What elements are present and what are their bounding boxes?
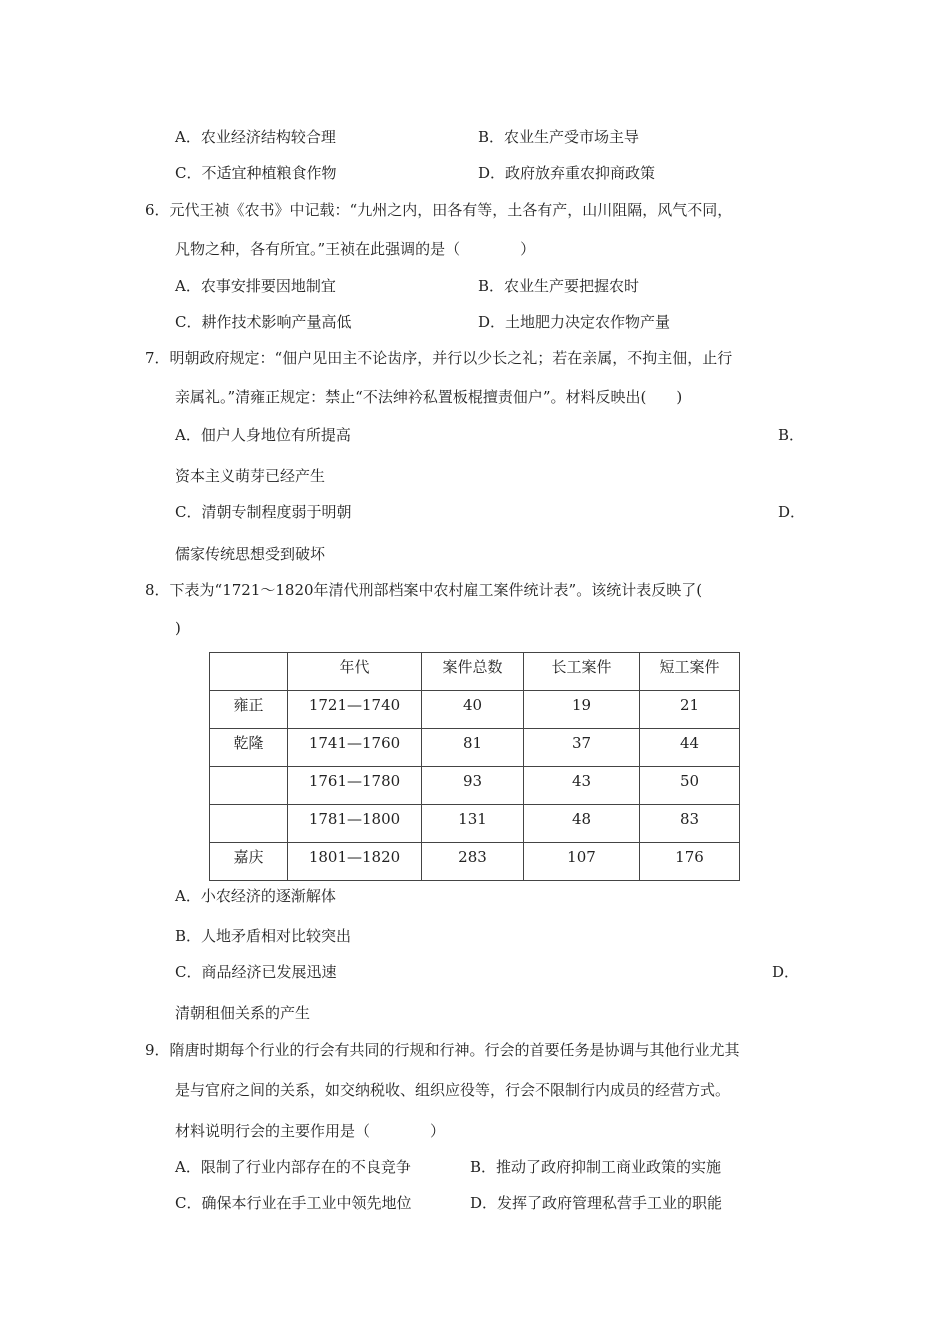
- q5-option-b: B．农业生产受市场主导: [478, 128, 640, 146]
- q5-option-d: D．政府放弃重农抑商政策: [478, 164, 656, 182]
- table-cell: 雍正: [210, 691, 288, 729]
- table-row: [210, 691, 740, 729]
- header-cell: [210, 653, 288, 691]
- q6-option-a: A．农事安排要因地制宜: [175, 277, 336, 295]
- table-row: [210, 729, 740, 767]
- q8-stem-line1: 8．下表为“1721～1820年清代刑部档案中农村雇工案件统计表”。该统计表反映了(: [145, 581, 703, 599]
- q6-stem-line2: 凡物之种，各有所宜。”王祯在此强调的是（ ）: [175, 240, 536, 258]
- header-cell: 长工案件: [524, 653, 640, 691]
- table-cell: 1721—1740: [288, 691, 422, 729]
- q8-option-d-text: 清朝租佃关系的产生: [175, 1004, 311, 1022]
- table-cell: 83: [640, 805, 740, 843]
- q7-option-b-label: B．: [778, 426, 805, 444]
- q5-option-a: A．农业经济结构较合理: [175, 128, 336, 146]
- table-cell: 嘉庆: [210, 843, 288, 881]
- table-cell: 21: [640, 691, 740, 729]
- q9-option-b: B．推动了政府抑制工商业政策的实施: [470, 1158, 722, 1176]
- case-statistics-table: [209, 652, 740, 881]
- table-cell: 1781—1800: [288, 805, 422, 843]
- table-cell: 131: [422, 805, 524, 843]
- table-cell: 93: [422, 767, 524, 805]
- q8-option-d-label: D．: [772, 963, 800, 981]
- q9-option-d: D．发挥了政府管理私营手工业的职能: [470, 1194, 723, 1212]
- q7-option-d-label: D．: [778, 503, 806, 521]
- table-cell: 乾隆: [210, 729, 288, 767]
- q6-option-b: B．农业生产要把握农时: [478, 277, 640, 295]
- table-cell: 107: [524, 843, 640, 881]
- table-cell: 1801—1820: [288, 843, 422, 881]
- q9-stem-line2: 是与官府之间的关系，如交纳税收、组织应役等，行会不限制行内成员的经营方式。: [175, 1081, 731, 1099]
- table-row: [210, 767, 740, 805]
- table-cell: 283: [422, 843, 524, 881]
- table-row: [210, 805, 740, 843]
- q9-option-c: C．确保本行业在手工业中领先地位: [175, 1194, 412, 1212]
- q7-option-a: A．佃户人身地位有所提高: [175, 426, 351, 444]
- table-cell: 40: [422, 691, 524, 729]
- table-cell: 1761—1780: [288, 767, 422, 805]
- table-cell: 44: [640, 729, 740, 767]
- q9-stem-line3: 材料说明行会的主要作用是（ ）: [175, 1122, 446, 1140]
- table-cell: 43: [524, 767, 640, 805]
- q6-option-c: C．耕作技术影响产量高低: [175, 313, 352, 331]
- q5-option-c: C．不适宜种植粮食作物: [175, 164, 337, 182]
- q7-option-c: C．清朝专制程度弱于明朝: [175, 503, 352, 521]
- q8-stem-line2: ): [175, 619, 181, 637]
- table-cell: 48: [524, 805, 640, 843]
- q8-option-a: A．小农经济的逐渐解体: [175, 887, 336, 905]
- q8-option-c: C．商品经济已发展迅速: [175, 963, 337, 981]
- q7-option-d-text: 儒家传统思想受到破坏: [175, 545, 326, 563]
- header-cell: 年代: [288, 653, 422, 691]
- table-cell: 50: [640, 767, 740, 805]
- table-cell: 1741—1760: [288, 729, 422, 767]
- table-cell: 37: [524, 729, 640, 767]
- table-header-row: [210, 653, 740, 691]
- q9-stem-line1: 9．隋唐时期每个行业的行会有共同的行规和行神。行会的首要任务是协调与其他行业尤其: [145, 1041, 740, 1059]
- table-cell: [210, 805, 288, 843]
- q6-stem-line1: 6．元代王祯《农书》中记载：“九州之内，田各有等，土各有产，山川阻隔，风气不同，: [145, 201, 733, 219]
- q7-stem-line2: 亲属礼。”清雍正规定：禁止“不法绅衿私置板棍擅责佃户”。材料反映出( ): [175, 388, 683, 406]
- q8-option-b: B．人地矛盾相对比较突出: [175, 927, 352, 945]
- q7-option-b-text: 资本主义萌芽已经产生: [175, 467, 326, 485]
- q6-option-d: D．土地肥力决定农作物产量: [478, 313, 671, 331]
- q9-option-a: A．限制了行业内部存在的不良竞争: [175, 1158, 411, 1176]
- header-cell: 案件总数: [422, 653, 524, 691]
- table-cell: 81: [422, 729, 524, 767]
- header-cell: 短工案件: [640, 653, 740, 691]
- table-cell: 176: [640, 843, 740, 881]
- table-row: [210, 843, 740, 881]
- table-cell: [210, 767, 288, 805]
- q7-stem-line1: 7．明朝政府规定：“佃户见田主不论齿序，并行以少长之礼；若在亲属，不拘主佃，止行: [145, 349, 733, 367]
- table-cell: 19: [524, 691, 640, 729]
